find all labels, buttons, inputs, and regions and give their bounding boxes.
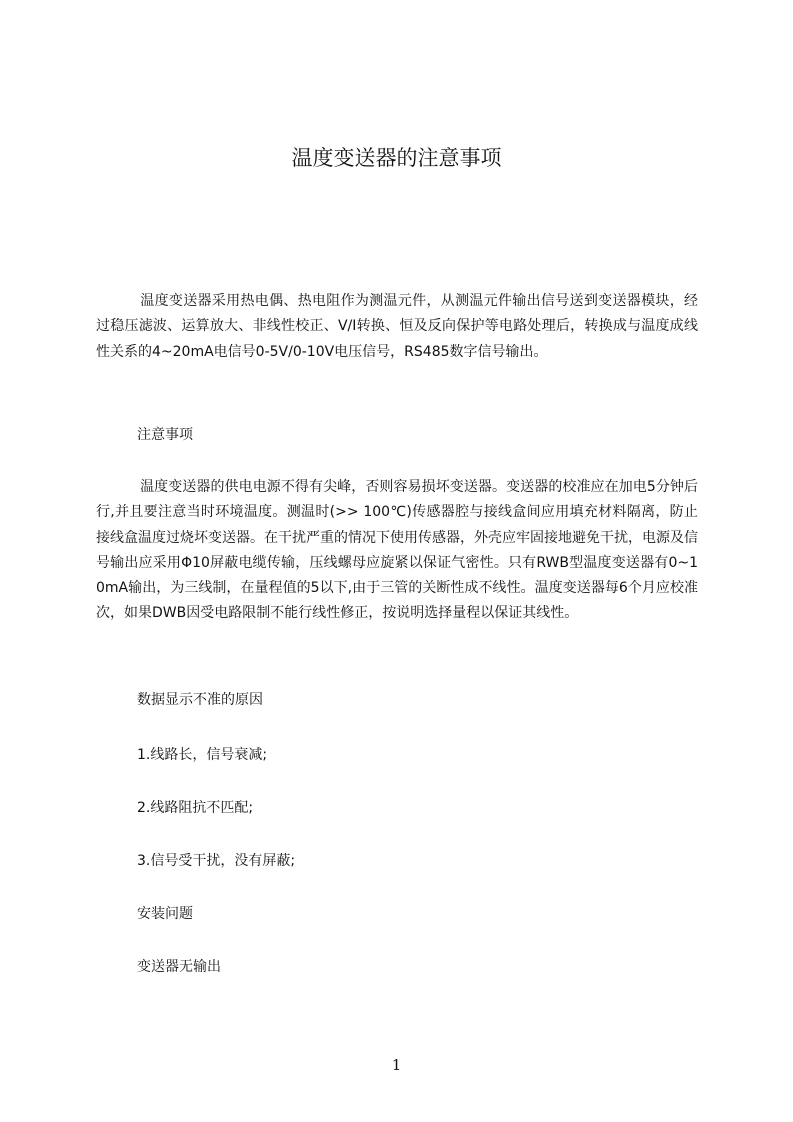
page-number: 1: [391, 1056, 402, 1074]
precautions-paragraph: [96, 475, 698, 652]
intro-paragraph: [96, 289, 698, 390]
reason-item-1: 1.线路长，信号衰减;: [137, 747, 268, 763]
document-title: 温度变送器的注意事项: [291, 146, 502, 170]
intro-text: 温度变送器采用热电偶、热电阻作为测温元件，从测温元件输出信号送到变送器模块，经过稳压滤波、运算放大、非线性校正、V/I转换、恒及反向保护等电路处理后，转换成与温度成线性关系的4~20mA电信号0-5V/0-10V电压信号，RS485数字信号输出。: [96, 293, 698, 360]
reason-item-3: 3.信号受干扰，没有屏蔽;: [137, 853, 296, 869]
section-heading-installation: 安装问题: [137, 906, 193, 922]
precautions-text: 温度变送器的供电电源不得有尖峰，否则容易损坏变送器。变送器的校准应在加电5分钟后行,并且要注意当时环境温度。测温时(>> 100℃)传感器腔与接线盒间应用填充材料隔离，防止接线盒温度过烧坏变送器。在干扰严重的情况下使用传感器，外壳应牢固接地避免干扰，电源及信号输出应采用Φ10屏蔽电缆传输，压线螺母应旋紧以保证气密性。只有RWB型温度变送器有0~10mA输出，为三线制，在量程值的5以下,由于三管的关断性成不线性。温度变送器每6个月应校准次，如果DWB因受电路限制不能行线性修正，按说明选择量程以保证其线性。: [96, 479, 698, 622]
section-heading-precautions: 注意事项: [137, 427, 193, 443]
section-heading-inaccurate-data: 数据显示不准的原因: [137, 692, 263, 708]
section-heading-no-output: 变送器无输出: [137, 959, 221, 975]
reason-item-2: 2.线路阻抗不匹配;: [137, 800, 254, 816]
